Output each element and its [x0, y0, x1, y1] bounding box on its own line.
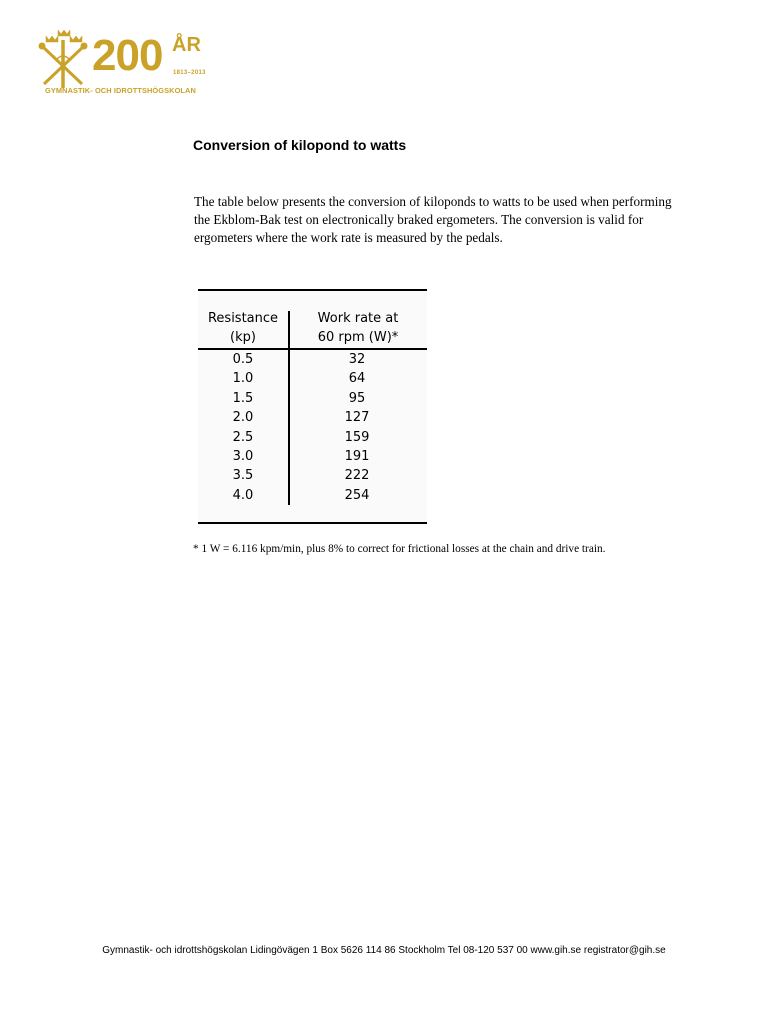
page-footer: Gymnastik- och idrottshögskolan Lidingövägen 1 Box 5626 114 86 Stockholm Tel 08-120 537 00 www.gih.se registrator@gih.se [102, 945, 666, 956]
resistance-header-line1: Resistance [207, 311, 279, 326]
resistance-cell: 2.0 [232, 410, 254, 426]
work-rate-cell: 64 [348, 371, 366, 387]
logo-200: 200 [92, 31, 163, 80]
resistance-cell: 3.5 [232, 468, 254, 484]
work-rate-cell: 127 [344, 410, 370, 426]
logo-ar: ÅR [172, 34, 201, 56]
work-rate-cell: 32 [348, 352, 366, 367]
resistance-header [188, 309, 298, 347]
table-footnote: * 1 W = 6.116 kpm/min, plus 8% to correct for frictional losses at the chain and drive train. [193, 543, 606, 555]
work-rate-cell: 95 [348, 390, 366, 406]
work-rate-cell: 254 [344, 487, 370, 503]
conversion-table [198, 289, 427, 525]
page-title: Conversion of kilopond to watts [193, 137, 407, 153]
work-rate-cell: 191 [344, 449, 370, 464]
work-rate-header-line2: 60 rpm (W)* [317, 330, 399, 345]
resistance-cell: 1.5 [232, 390, 254, 406]
intro-paragraph: The table below presents the conversion of kiloponds to watts to be used when performing the Ekblom-Bak test on electronically braked ergometers. The conversion is valid for ergometers where the work rate is measured by the pedals. [194, 194, 672, 245]
resistance-cell: 0.5 [232, 352, 254, 367]
work-rate-header-line1: Work rate at [317, 311, 399, 326]
work-rate-cell: 222 [344, 468, 370, 484]
resistance-cell: 2.5 [232, 429, 254, 445]
resistance-cell: 1.0 [232, 371, 254, 387]
logo-years: 1813–2013 [173, 70, 206, 76]
table-bottom-rule [198, 522, 427, 524]
resistance-cell: 3.0 [232, 449, 254, 464]
table-top-rule [198, 289, 427, 291]
crowns-torch-emblem-icon [36, 30, 96, 90]
logo-school-name: GYMNASTIK- OCH IDROTTSHÖGSKOLAN [45, 86, 196, 95]
resistance-header-line2: (kp) [230, 330, 256, 345]
work-rate-cell: 159 [344, 429, 370, 445]
gih-200-years-logo [36, 30, 208, 98]
resistance-cell: 4.0 [232, 487, 254, 503]
work-rate-header [303, 309, 413, 347]
